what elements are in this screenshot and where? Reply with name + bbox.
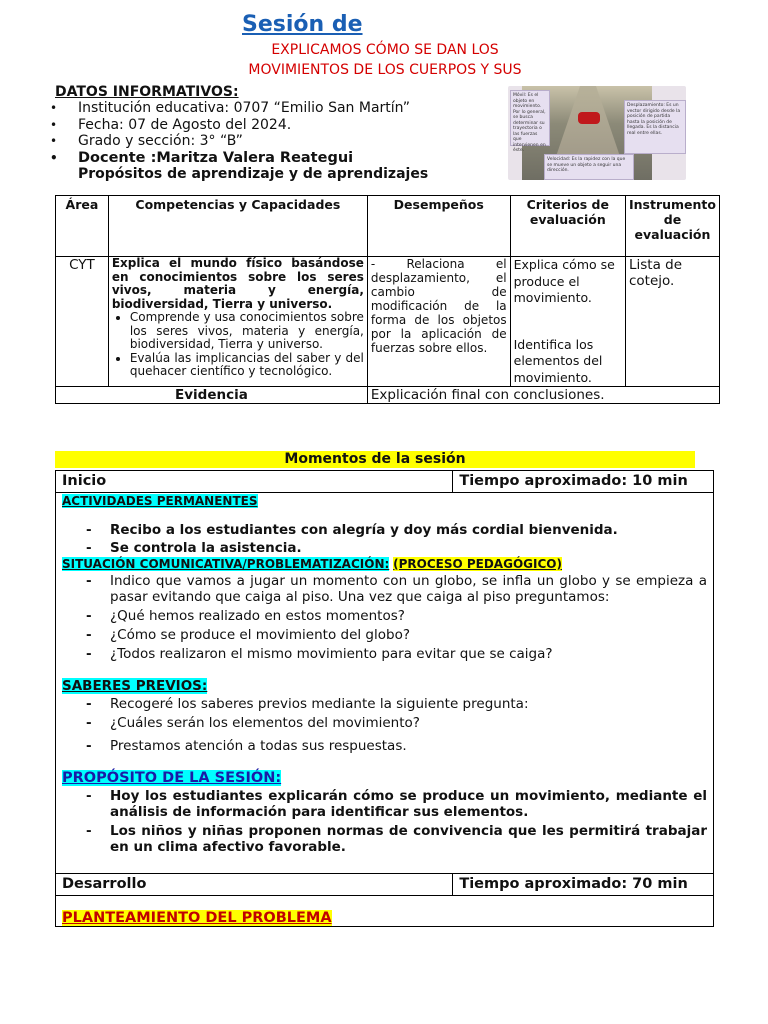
header-area: Área <box>56 196 109 257</box>
list-item: - ¿Todos realizaron el mismo movimiento para evitar que se caiga? <box>62 646 707 662</box>
momentos-heading: Momentos de la sesión <box>55 451 695 468</box>
desarrollo-label: Desarrollo <box>56 874 453 896</box>
datos-list <box>50 100 410 166</box>
grado: Grado y sección: 3° “B” <box>78 133 243 149</box>
header-instrumento: Instrumento de evaluación <box>625 196 719 257</box>
list-item: - Se controla la asistencia. <box>62 540 707 556</box>
list-item: - Recogeré los saberes previos mediante la siguiente pregunta: <box>62 696 707 712</box>
illustration-label-velocidad: Velocidad: Es la rapidez con la que se mueve un objeto a seguir una dirección. <box>544 154 634 180</box>
list-item: - Prestamos atención a todas sus respuestas. <box>62 738 707 754</box>
header-criterios: Criterios de evaluación <box>510 196 625 257</box>
docente: Docente :Maritza Valera Reategui <box>78 149 354 166</box>
capacidades-list <box>112 311 364 379</box>
evidencia-value: Explicación final con conclusiones. <box>367 387 719 404</box>
planteamiento-row <box>56 896 714 927</box>
subtitle-line-2: MOVIMIENTOS DE LOS CUERPOS Y SUS <box>248 62 522 78</box>
list-item: - Recibo a los estudiantes con alegría y doy más cordial bienvenida. <box>62 522 707 538</box>
proceso-label: (PROCESO PEDAGÓGICO) <box>393 557 562 571</box>
illustration-label-movil: Móvil: Es el objeto en movimiento. Por lo general, se busca determinar su trayectoria o las fuerzas que intervienen en éste. <box>510 90 550 146</box>
bullet-icon: • <box>50 150 58 165</box>
actividades-label: ACTIVIDADES PERMANENTES <box>62 494 258 508</box>
bullet-icon: • <box>50 101 58 115</box>
subtitle-line-1: EXPLICAMOS CÓMO SE DAN LOS <box>271 42 499 58</box>
list-item: - Hoy los estudiantes explicarán cómo se produce un movimiento, mediante el análisis de información para identificar sus elementos. <box>62 788 707 820</box>
movement-illustration <box>508 86 686 180</box>
desempeno-cell: - Relaciona el desplazamiento, el cambio de modificación de la forma de los objetos por la aplicación de fuerzas sobre ellos. <box>367 257 510 387</box>
bullet-icon: • <box>50 117 58 132</box>
criterio-1: Explica cómo se produce el movimiento. <box>513 257 615 305</box>
situacion-list <box>62 573 707 662</box>
planteamiento-label: PLANTEAMIENTO DEL PROBLEMA <box>62 910 332 926</box>
desarrollo-tiempo: Tiempo aproximado: 70 min <box>453 874 714 896</box>
instrumento-cell: Lista de cotejo. <box>625 257 719 387</box>
bullet-icon: • <box>50 134 58 148</box>
planteamiento-cell <box>56 896 714 927</box>
capacidad-item: • Evalúa las implicancias del saber y del quehacer científico y tecnológico. <box>130 352 364 379</box>
criterio-2: Identifica los elementos del movimiento. <box>513 336 603 385</box>
saberes-list <box>62 696 707 754</box>
car-icon <box>578 112 600 124</box>
proposito-label: PROPÓSITO DE LA SESIÓN: <box>62 770 282 786</box>
list-item: - Los niños y niñas proponen normas de convivencia que les permitirá trabajar en un clima afectivo favorable. <box>62 823 707 855</box>
inicio-row <box>56 471 714 493</box>
inicio-body-row <box>56 493 714 874</box>
illustration-label-desplazamiento: Desplazamiento: Es un vector dirigido desde la posición de partida hasta la posición de llegada. Es la distancia real entre ellas. <box>624 100 686 154</box>
inicio-body <box>56 493 714 874</box>
actividades-list <box>62 522 707 556</box>
propositos-heading: Propósitos de aprendizaje y de aprendizajes <box>78 166 429 182</box>
inicio-tiempo: Tiempo aproximado: 10 min <box>453 471 714 493</box>
saberes-label: SABERES PREVIOS: <box>62 678 208 694</box>
table-header-row <box>56 196 720 257</box>
list-item: - Indico que vamos a jugar un momento con un globo, se infla un globo y se empieza a pasar evitando que caiga al piso. Una vez que caiga al piso preguntamos: <box>62 573 707 605</box>
session-subtitle <box>210 40 560 80</box>
list-item: - ¿Qué hemos realizado en estos momentos? <box>62 608 707 624</box>
proposito-list <box>62 788 707 873</box>
session-title: Sesión de <box>242 12 363 37</box>
capacidad-item: • Comprende y usa conocimientos sobre los seres vivos, materia y energía, biodiversidad, Tierra y universo. <box>130 311 364 352</box>
competencias-cell <box>108 257 367 387</box>
desarrollo-row <box>56 874 714 896</box>
evidencia-row <box>56 387 720 404</box>
fecha: Fecha: 07 de Agosto del 2024. <box>78 116 292 133</box>
momentos-table <box>55 470 714 927</box>
criterios-cell <box>510 257 625 387</box>
header-desempenos: Desempeños <box>367 196 510 257</box>
inicio-label: Inicio <box>56 471 453 493</box>
institucion: Institución educativa: 0707 “Emilio San Martín” <box>78 100 411 116</box>
table-row <box>56 257 720 387</box>
situacion-label: SITUACIÓN COMUNICATIVA/PROBLEMATIZACIÓN: <box>62 557 390 571</box>
competencias-table <box>55 195 720 404</box>
competencia-main: Explica el mundo físico basándose en conocimientos sobre los seres vivos, materia y energía, biodiversidad, Tierra y universo. <box>111 256 364 311</box>
header-competencias: Competencias y Capacidades <box>108 196 367 257</box>
area-cell: CYT <box>56 257 109 387</box>
evidencia-label: Evidencia <box>56 387 368 404</box>
list-item: - ¿Cuáles serán los elementos del movimiento? <box>62 715 707 731</box>
list-item: - ¿Cómo se produce el movimiento del globo? <box>62 627 707 643</box>
datos-heading: DATOS INFORMATIVOS: <box>55 84 239 100</box>
